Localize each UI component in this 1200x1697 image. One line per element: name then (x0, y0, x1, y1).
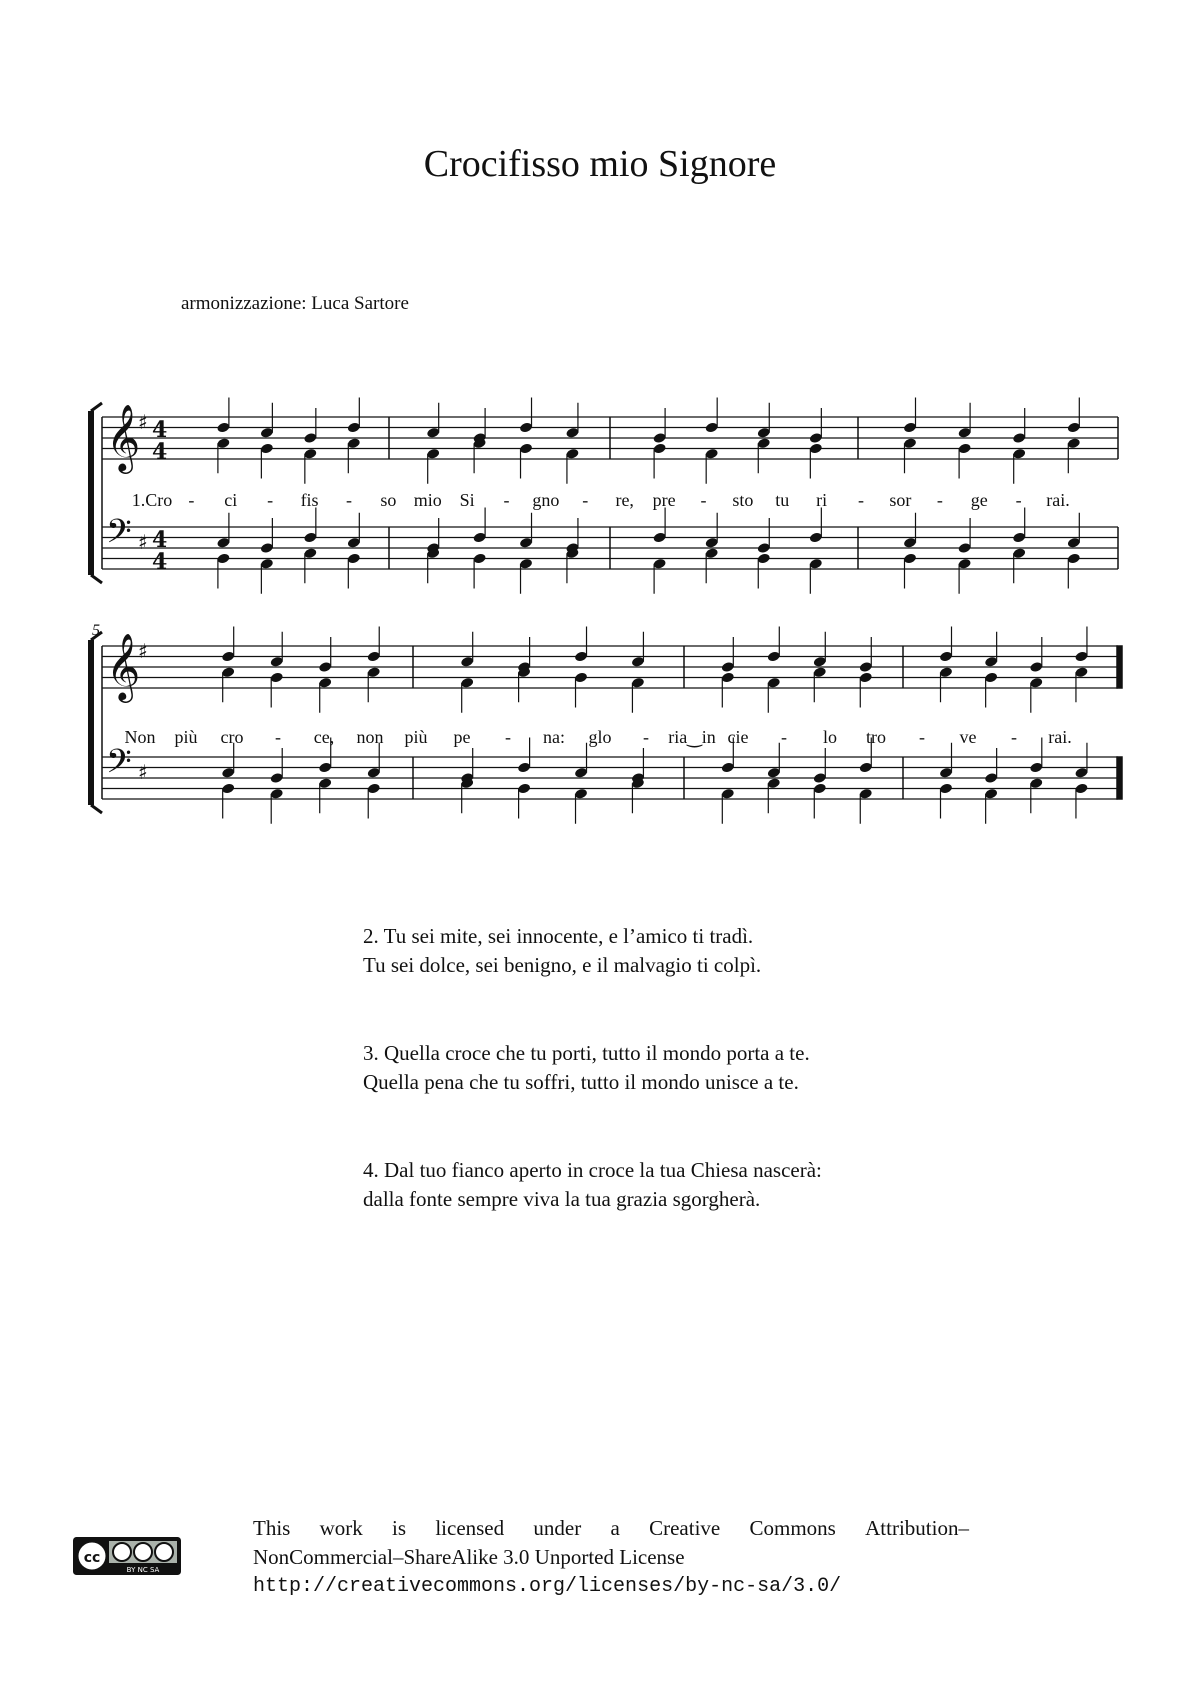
license-word: Creative (649, 1516, 721, 1540)
lyric-syllable: sor (889, 490, 912, 510)
verse-line: 4. Dal tuo fianco aperto in croce la tua Chiesa nascerà: (363, 1158, 822, 1182)
time-signature: 4 (152, 417, 168, 443)
lyric-syllable: gno (532, 490, 560, 510)
lyric-syllable: pre (652, 490, 676, 510)
lyric-syllable: glo (588, 727, 612, 747)
license-line-2: NonCommercial–ShareAlike 3.0 Unported License (253, 1545, 685, 1569)
verse-line: 3. Quella croce che tu porti, tutto il mondo porta a te. (363, 1041, 810, 1065)
lyric-syllable: tro (866, 727, 886, 747)
lyrics-line-1 (132, 490, 1070, 510)
license-url[interactable]: http://creativecommons.org/licenses/by-nc-sa/3.0/ (253, 1575, 842, 1598)
sharp-icon: ♯ (138, 760, 148, 784)
time-signature: 4 (152, 549, 168, 575)
lyric-syllable: ge (970, 490, 988, 510)
license-word: licensed (435, 1516, 505, 1540)
lyric-syllable: rai. (1048, 727, 1072, 747)
lyric-syllable: cro (220, 727, 244, 747)
lyric-hyphen: - (345, 490, 352, 510)
license-word: This (253, 1516, 291, 1540)
lyric-syllable: fis (300, 490, 319, 510)
lyric-syllable: lo (822, 727, 838, 747)
notes (216, 398, 1088, 824)
bracket-tip (91, 403, 102, 411)
lyric-syllable: ria‿in (668, 727, 716, 747)
final-barline (1117, 646, 1122, 688)
lyric-syllable: ci (224, 490, 238, 510)
lyric-syllable: re, (615, 490, 634, 510)
bass-clef-icon: 𝄢 (106, 743, 132, 789)
bass-clef-icon: 𝄢 (106, 513, 132, 559)
lyrics-line-2 (125, 727, 1072, 747)
system-bracket (88, 640, 94, 805)
verse-4 (363, 1156, 822, 1214)
lyric-syllable: Non (124, 727, 156, 747)
license-word: a (610, 1516, 620, 1540)
license-line-1 (253, 1514, 969, 1543)
lyric-syllable: mio (413, 490, 442, 510)
license-word: is (392, 1516, 407, 1540)
system-bracket (88, 411, 94, 575)
lyric-syllable: ri (816, 490, 828, 510)
arranger-credit: armonizzazione: Luca Sartore (181, 293, 409, 314)
system-brackets (88, 403, 102, 813)
verse-line: 2. Tu sei mite, sei innocente, e l’amico ti tradì. (363, 924, 754, 948)
verse-line: Tu sei dolce, sei benigno, e il malvagio ti colpì. (363, 953, 762, 977)
lyric-syllable: più (404, 727, 428, 747)
lyric-syllable: rai. (1046, 490, 1070, 510)
lyric-syllable: sto (732, 490, 754, 510)
lyric-hyphen: - (781, 727, 787, 747)
lyric-syllable: pe (453, 727, 471, 747)
lyric-hyphen: - (503, 490, 510, 510)
lyric-syllable: ve (959, 727, 977, 747)
lyric-syllable: non (356, 727, 384, 747)
sharp-icon: ♯ (138, 410, 148, 434)
treble-clef-icon: 𝄞 (106, 632, 141, 700)
license-word: Commons (749, 1516, 836, 1540)
lyric-syllable: so (380, 490, 397, 510)
time-signature: 4 (152, 527, 168, 553)
lyric-hyphen: - (188, 490, 195, 510)
verses (363, 922, 822, 1273)
lyric-syllable: Si (459, 490, 475, 510)
verse-line: Quella pena che tu soffri, tutto il mondo unisce a te. (363, 1070, 799, 1094)
lyric-hyphen: - (582, 490, 589, 510)
lyric-hyphen: - (919, 727, 925, 747)
lyric-syllable: cie (727, 727, 749, 747)
lyric-hyphen: - (1015, 490, 1022, 510)
measure-number: 5 (92, 622, 100, 639)
treble-clef-icon: 𝄞 (106, 403, 141, 471)
cc-badge-labels: BY NC SA (126, 1566, 160, 1574)
bracket-tip (91, 575, 102, 583)
lyric-hyphen: - (1011, 727, 1017, 747)
lyric-syllable: ce, (313, 727, 335, 747)
license-word: work (319, 1516, 363, 1540)
final-barline (1117, 757, 1122, 799)
lyric-syllable: 1.Cro (131, 490, 173, 510)
verse-3 (363, 1039, 822, 1097)
cc-logo-text: cc (83, 1550, 101, 1566)
verse-2 (363, 922, 822, 980)
lyric-hyphen: - (643, 727, 649, 747)
lyric-syllable: tu (775, 490, 790, 510)
time-signature: 4 (152, 439, 168, 465)
lyric-hyphen: - (267, 490, 274, 510)
lyric-syllable: più (174, 727, 198, 747)
cc-license-badge-icon (73, 1537, 181, 1575)
sharp-icon: ♯ (138, 530, 148, 554)
lyric-hyphen: - (275, 727, 281, 747)
license-word: Attribution– (865, 1516, 969, 1540)
lyric-hyphen: - (936, 490, 943, 510)
sharp-icon: ♯ (138, 639, 148, 663)
bracket-tip (91, 805, 102, 813)
license-word: under (533, 1516, 582, 1540)
lyric-syllable: na: (543, 727, 565, 747)
verse-line: dalla fonte sempre viva la tua grazia sgorgherà. (363, 1187, 761, 1211)
lyric-hyphen: - (505, 727, 511, 747)
page-title: Crocifisso mio Signore (423, 143, 777, 185)
lyric-hyphen: - (858, 490, 865, 510)
license-text (253, 1514, 969, 1601)
lyric-hyphen: - (700, 490, 707, 510)
